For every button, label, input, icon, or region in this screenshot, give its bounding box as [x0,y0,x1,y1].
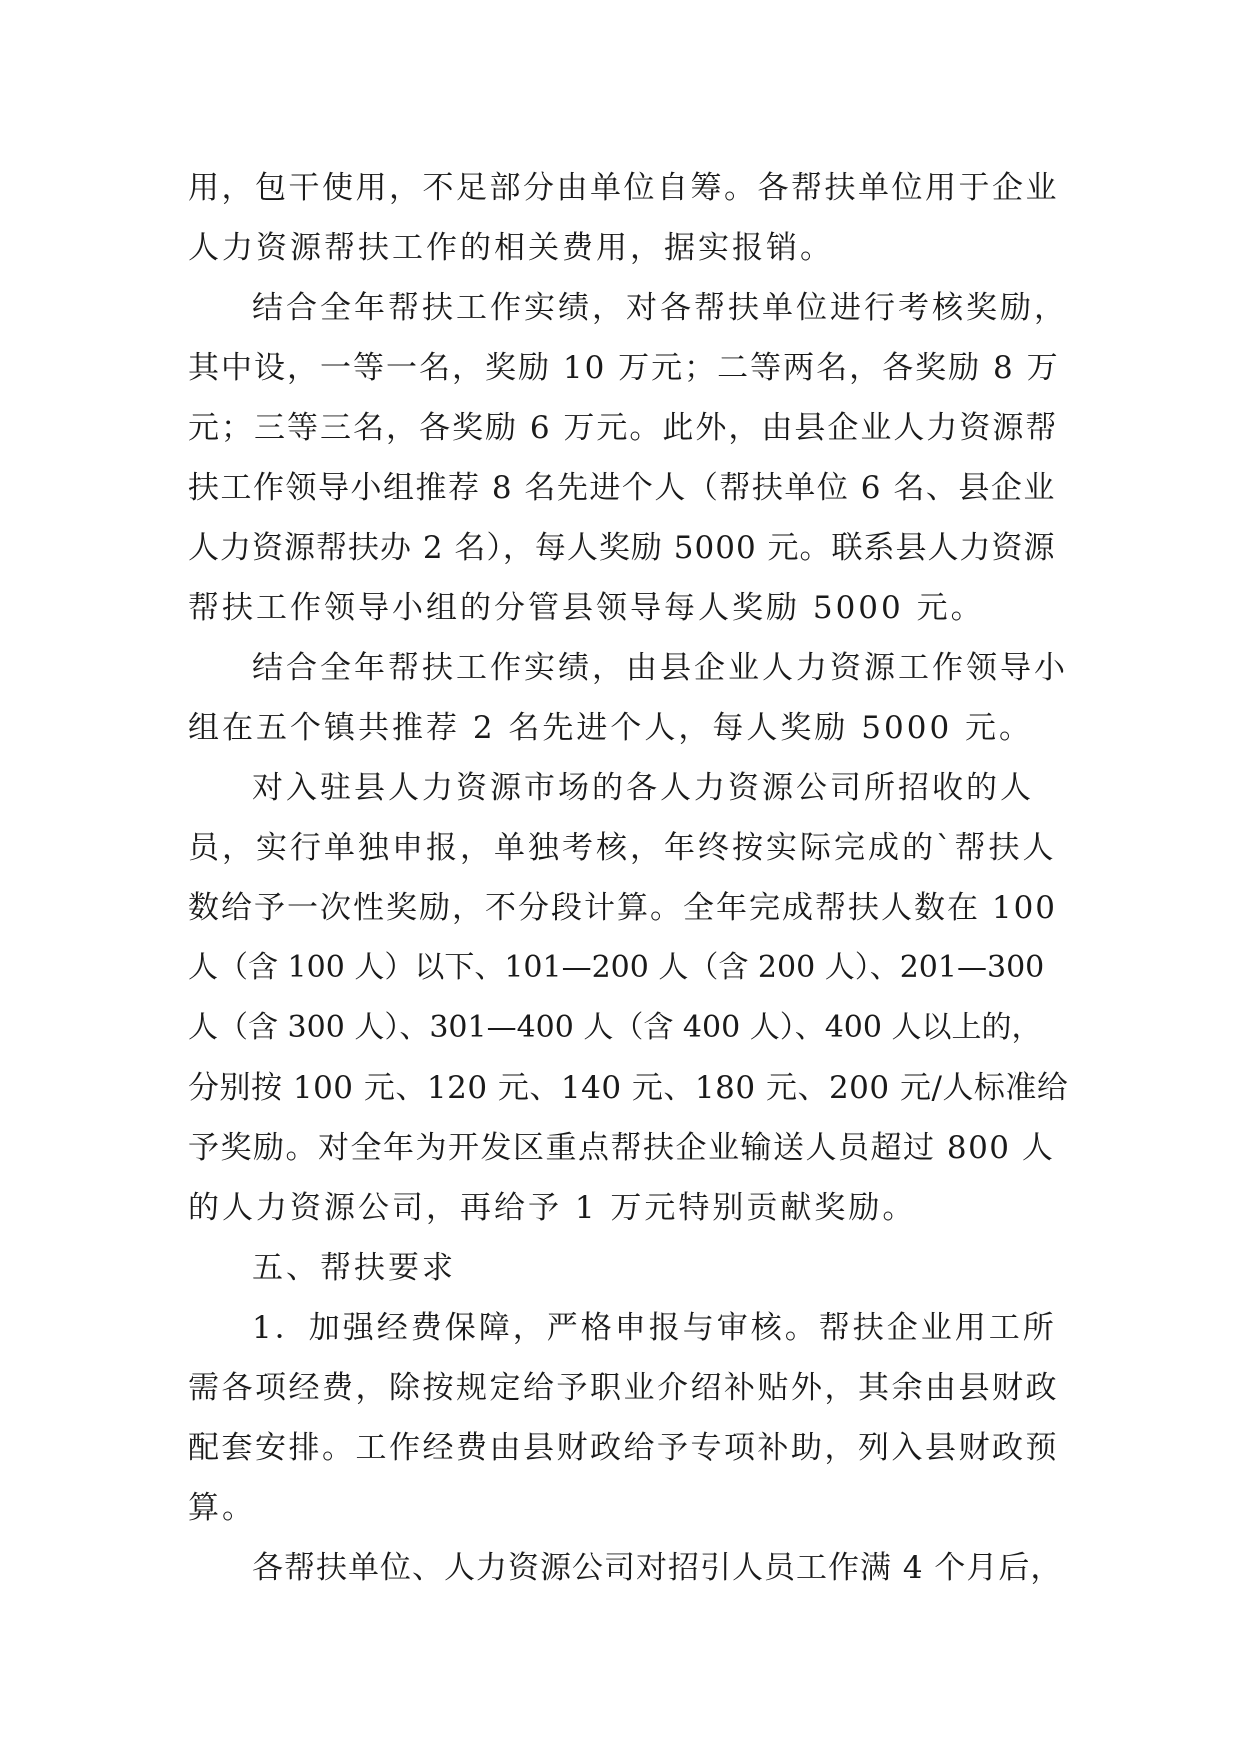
paragraph-start: 结合全年帮扶工作实绩，由县企业人力资源工作领导小 [252,650,1068,686]
text-line: 用，包干使用，不足部分由单位自筹。各帮扶单位用于企业 [188,170,1059,206]
section-heading: 五、帮扶要求 [252,1250,456,1286]
paragraph-start: 对入驻县人力资源市场的各人力资源公司所招收的人 [252,770,1034,806]
text-line: 人（含 300 人）、301—400 人（含 400 人）、400 人以上的， [188,1010,1042,1045]
text-line: 数给予一次性奖励，不分段计算。全年完成帮扶人数在 100 [188,890,1058,926]
paragraph-start: 各帮扶单位、人力资源公司对招引人员工作满 4 个月后， [252,1550,1063,1586]
text-line: 需各项经费，除按规定给予职业介绍补贴外，其余由县财政 [188,1370,1059,1406]
body-text [188,158,1068,1598]
text-line: 其中设，一等一名，奖励 10 万元；二等两名，各奖励 8 万 [188,350,1060,386]
text-line: 配套安排。工作经费由县财政给予专项补助，列入县财政预 [188,1430,1059,1466]
text-line: 予奖励。对全年为开发区重点帮扶企业输送人员超过 800 人 [188,1130,1055,1166]
text-line: 组在五个镇共推荐 2 名先进个人，每人奖励 5000 元。 [188,710,1034,746]
text-line: 元；三等三名，各奖励 6 万元。此外，由县企业人力资源帮 [188,410,1059,446]
paragraph-start: 1．加强经费保障，严格申报与审核。帮扶企业用工所 [252,1310,1057,1346]
text-line: 算。 [188,1490,256,1526]
paragraph-start: 结合全年帮扶工作实绩，对各帮扶单位进行考核奖励， [252,290,1068,326]
text-line: 的人力资源公司，再给予 1 万元特别贡献奖励。 [188,1190,917,1226]
text-line: 扶工作领导小组推荐 8 名先进个人（帮扶单位 6 名、县企业 [188,470,1056,506]
text-line: 人力资源帮扶工作的相关费用，据实报销。 [188,230,834,266]
text-line: 员，实行单独申报，单独考核，年终按实际完成的`帮扶人 [188,830,1057,866]
text-line: 人（含 100 人）以下、101—200 人（含 200 人）、201—300 [188,950,1045,985]
text-line: 人力资源帮扶办 2 名），每人奖励 5000 元。联系县人力资源 [188,530,1056,566]
text-line: 帮扶工作领导小组的分管县领导每人奖励 5000 元。 [188,590,985,626]
text-line: 分别按 100 元、120 元、140 元、180 元、200 元/人标准给 [188,1070,1069,1106]
